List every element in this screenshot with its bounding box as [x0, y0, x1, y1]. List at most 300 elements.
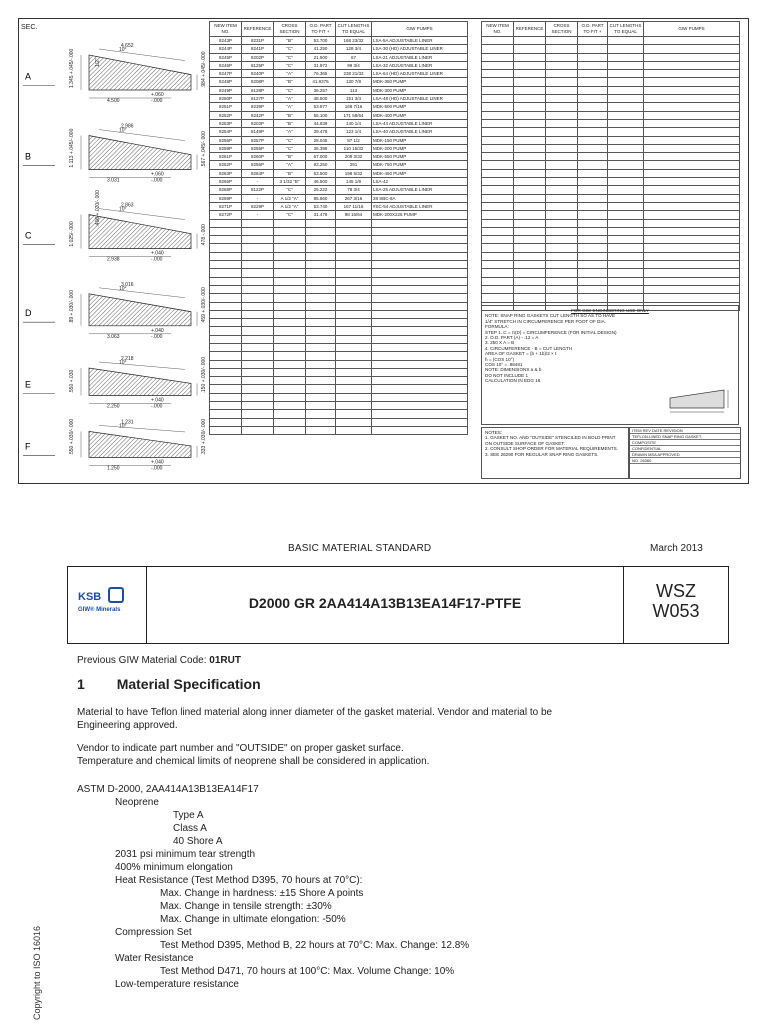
- table-cell: [608, 219, 644, 227]
- astm-spec: ASTM D-2000, 2AA414A13B13EA14F17: [77, 784, 259, 795]
- table-cell: LSA-48 (HD) ADJUSTABLE LINER: [372, 95, 468, 103]
- table-cell: [514, 252, 546, 260]
- table-cell: [514, 61, 546, 69]
- table-cell: [514, 86, 546, 94]
- dimension-text: .89 +.030/-.000: [69, 290, 75, 324]
- table-row: [210, 236, 468, 244]
- table-cell: [274, 327, 306, 335]
- table-cell: [482, 202, 514, 210]
- table-cell: [482, 178, 514, 186]
- dimension-text: .550 +.030: [69, 369, 75, 394]
- table-cell: [274, 426, 306, 434]
- table-cell: [242, 385, 274, 393]
- table-cell: [274, 393, 306, 401]
- table-row: [210, 285, 468, 293]
- table-cell: [514, 144, 546, 152]
- class-line: Class A: [173, 823, 207, 834]
- table-cell: "B": [274, 78, 306, 86]
- table-cell: [482, 236, 514, 244]
- table-cell: [336, 377, 372, 385]
- dimension-text: 10°: [119, 360, 127, 366]
- dimension-text: 3.031: [107, 177, 120, 184]
- table-cell: [644, 119, 740, 127]
- table-cell: [546, 211, 578, 219]
- table-cell: [546, 261, 578, 269]
- table-cell: [482, 285, 514, 293]
- water-resistance-line: Test Method D471, 70 hours at 100°C: Max. Volume Change: 10%: [160, 966, 455, 977]
- table-cell: [210, 343, 242, 351]
- table-cell: [210, 219, 242, 227]
- table-cell: [546, 45, 578, 53]
- table-row: [210, 343, 468, 351]
- dimension-text: 1.025/-.000: [69, 221, 75, 247]
- table-cell: [336, 402, 372, 410]
- table-cell: [306, 277, 336, 285]
- table-cell: [482, 269, 514, 277]
- ksb-logo: [78, 587, 124, 613]
- table-cell: 8243P: [210, 37, 242, 45]
- table-cell: [306, 360, 336, 368]
- table-cell: [546, 53, 578, 61]
- table-cell: [274, 227, 306, 235]
- section-letter: F: [25, 441, 31, 452]
- table-row: [210, 294, 468, 302]
- table-cell: 78 3/4: [336, 186, 372, 194]
- table-cell: [578, 178, 608, 186]
- water-resistance-label: Water Resistance: [115, 953, 194, 964]
- table-row: [482, 153, 740, 161]
- table-row: [210, 186, 468, 194]
- dimension-text: 10°: [119, 423, 127, 430]
- table-cell: 8255P: [242, 144, 274, 152]
- dimension-text: +.040: [151, 459, 164, 466]
- table-cell: [274, 335, 306, 343]
- table-cell: 8260P: [242, 153, 274, 161]
- table-cell: 67.000: [306, 153, 336, 161]
- table-cell: 8248P: [210, 78, 242, 86]
- table-cell: [546, 95, 578, 103]
- table-row: [482, 285, 740, 293]
- note-line: 2. CONSULT SHOP ORDER FOR MATERIAL REQUIREMENTS.: [485, 446, 618, 452]
- para1-line1: Material to have Teflon lined material along inner diameter of the gasket material. Vendor and material to be: [77, 707, 553, 718]
- table-cell: [306, 236, 336, 244]
- table-cell: [644, 186, 740, 194]
- section-c: [23, 190, 207, 263]
- table-cell: MDK-750 PUMP: [372, 161, 468, 169]
- table-cell: [482, 45, 514, 53]
- table-row: [210, 377, 468, 385]
- table-cell: [608, 136, 644, 144]
- table-cell: [578, 153, 608, 161]
- table-cell: [306, 377, 336, 385]
- table-cell: [644, 269, 740, 277]
- table-cell: [578, 53, 608, 61]
- table-cell: [372, 426, 468, 434]
- table-cell: 168 7/16: [336, 103, 372, 111]
- table-cell: [372, 360, 468, 368]
- table-cell: [546, 194, 578, 202]
- table-cell: [546, 161, 578, 169]
- table-cell: [644, 211, 740, 219]
- logo-cell: [68, 567, 147, 643]
- table-cell: 8202P: [242, 53, 274, 61]
- table-cell: MDK-200 PUMP: [372, 144, 468, 152]
- table-cell: [546, 61, 578, 69]
- code-line-1: WSZ: [656, 581, 696, 601]
- table-cell: [546, 236, 578, 244]
- table-row: [482, 95, 740, 103]
- dimension-text: 10°: [119, 206, 127, 213]
- table-cell: [644, 252, 740, 260]
- gasket-cross-section: [89, 294, 191, 326]
- table-cell: [644, 244, 740, 252]
- table-cell: 8263P: [210, 169, 242, 177]
- table-cell: [644, 236, 740, 244]
- previous-code-label: Previous GIW Material Code:: [77, 655, 210, 666]
- dimension-text: +.040: [151, 327, 164, 334]
- table-cell: [372, 327, 468, 335]
- table-row: [210, 261, 468, 269]
- formula-line: 3. 250 X A = B: [485, 340, 515, 346]
- table-cell: [336, 335, 372, 343]
- table-cell: 8253P: [210, 119, 242, 127]
- formula-line: FORMULA:: [485, 324, 509, 330]
- note-line: 1. GASKET NO. AND "OUTSIDE" STENCILED IN BOLD PRINT: [485, 435, 616, 441]
- table-cell: [514, 45, 546, 53]
- table-cell: [274, 302, 306, 310]
- table-cell: 55.100: [306, 111, 336, 119]
- table-row: [482, 194, 740, 202]
- table-cell: [306, 418, 336, 426]
- dimension-text: .150 +.030/-.000: [201, 356, 207, 394]
- table-cell: [372, 219, 468, 227]
- table-cell: 46.500: [306, 178, 336, 186]
- dimension-text: .333 +.030/-.000: [201, 418, 207, 456]
- table-cell: [306, 327, 336, 335]
- table-cell: [372, 418, 468, 426]
- table-cell: [336, 302, 372, 310]
- table-cell: [210, 352, 242, 360]
- table-cell: 8264P: [242, 169, 274, 177]
- table-cell: [336, 385, 372, 393]
- table-cell: 39.478: [306, 128, 336, 136]
- table-cell: 8125P: [242, 61, 274, 69]
- table-cell: [644, 103, 740, 111]
- table-cell: [578, 219, 608, 227]
- section-f: [23, 419, 207, 472]
- table-cell: [608, 95, 644, 103]
- table-cell: [514, 227, 546, 235]
- table-cell: [482, 169, 514, 177]
- table-row: [210, 269, 468, 277]
- table-cell: "B": [274, 119, 306, 127]
- table-cell: [210, 319, 242, 327]
- table-cell: [210, 402, 242, 410]
- formula-line: DO NOT INCLUDE 1: [485, 372, 529, 378]
- table-cell: [578, 95, 608, 103]
- formula-line: COS 10° = .98481: [485, 362, 523, 368]
- table-cell: 8244P: [210, 45, 242, 53]
- table-cell: 8257P: [242, 136, 274, 144]
- table-cell: [306, 252, 336, 260]
- table-cell: [608, 153, 644, 161]
- table-cell: [306, 402, 336, 410]
- table-cell: [546, 78, 578, 86]
- compression-set-line: Test Method D395, Method B, 22 hours at 70°C: Max. Change: 12.8%: [160, 940, 470, 951]
- table-cell: [482, 111, 514, 119]
- table-cell: 36.257: [306, 86, 336, 94]
- table-cell: [210, 269, 242, 277]
- table-cell: [608, 294, 644, 302]
- table-cell: 8268P: [210, 186, 242, 194]
- table-cell: [578, 103, 608, 111]
- table-cell: [242, 319, 274, 327]
- column-header: CUT LENGTHS TO EQUAL: [608, 22, 644, 37]
- table-cell: [372, 385, 468, 393]
- table-cell: [514, 186, 546, 194]
- section-letter: E: [25, 379, 32, 390]
- table-cell: 44.939: [306, 119, 336, 127]
- table-cell: [336, 393, 372, 401]
- table-cell: [608, 211, 644, 219]
- section-letter: A: [25, 71, 32, 82]
- table-row: [210, 202, 468, 210]
- gasket-cross-section: [89, 215, 191, 249]
- section-title: Material Specification: [116, 676, 261, 692]
- table-cell: 8122P: [242, 186, 274, 194]
- table-cell: [608, 61, 644, 69]
- column-header: CUT LENGTHS TO EQUAL: [336, 22, 372, 37]
- table-cell: [546, 244, 578, 252]
- notes-heading: NOTES:: [485, 430, 503, 435]
- table-cell: [482, 95, 514, 103]
- table-cell: [210, 377, 242, 385]
- title-block: [629, 427, 741, 479]
- table-cell: LSA-21 ADJUSTABLE LINER: [372, 53, 468, 61]
- table-cell: 63.500: [306, 169, 336, 177]
- table-cell: [306, 285, 336, 293]
- table-cell: [578, 136, 608, 144]
- table-row: [210, 111, 468, 119]
- formula-line: 4. CIRCUMFERENCE - B = CUT LENGTH: [485, 345, 573, 351]
- table-row: [210, 144, 468, 152]
- table-row: [210, 78, 468, 86]
- formula-heading: FOR GIW ENGINEERING USE ONLY: [571, 308, 649, 313]
- table-row: [210, 211, 468, 219]
- table-cell: [578, 261, 608, 269]
- table-cell: [514, 269, 546, 277]
- table-cell: [274, 360, 306, 368]
- formula-line: h = (COS 10°): [485, 356, 515, 362]
- dimension-text: 3.063: [107, 333, 120, 340]
- table-cell: [242, 236, 274, 244]
- section-letter: D: [25, 308, 32, 319]
- table-row: [210, 393, 468, 401]
- table-cell: [306, 426, 336, 434]
- table-cell: 28 SBC-8A: [372, 194, 468, 202]
- table-cell: A 1/2 "A": [274, 202, 306, 210]
- table-cell: [210, 252, 242, 260]
- dimension-text: +.040: [151, 250, 164, 257]
- dimension-text: .550 +.030/-.000: [69, 418, 75, 456]
- titleblock-row: COMPOSITE: [630, 440, 740, 446]
- table-cell: "C": [274, 144, 306, 152]
- table-row: [210, 103, 468, 111]
- table-cell: [546, 252, 578, 260]
- dimension-line: [99, 425, 185, 432]
- table-cell: 41.250: [306, 45, 336, 53]
- table-cell: [242, 310, 274, 318]
- table-cell: [514, 119, 546, 127]
- dimension-text: +.040: [151, 397, 164, 404]
- table-cell: [336, 261, 372, 269]
- formula-lines: [485, 313, 735, 383]
- table-cell: [578, 144, 608, 152]
- table-cell: [482, 136, 514, 144]
- table-cell: [336, 277, 372, 285]
- table-cell: [210, 327, 242, 335]
- table-cell: [546, 269, 578, 277]
- table-row: [210, 227, 468, 235]
- table-cell: [608, 103, 644, 111]
- table-row: [210, 360, 468, 368]
- gasket-cross-section: [89, 136, 191, 170]
- table-cell: [482, 294, 514, 302]
- table-cell: [482, 261, 514, 269]
- table-cell: 8262P: [210, 161, 242, 169]
- table-cell: 145 1/8: [336, 178, 372, 186]
- table-row: [210, 368, 468, 376]
- compression-set-label: Compression Set: [115, 927, 192, 938]
- table-cell: [242, 277, 274, 285]
- table-cell: 171 59/64: [336, 111, 372, 119]
- formula-line: 2. O.D. PART (A) - .12 = A: [485, 335, 539, 341]
- dimension-text: 2.863: [121, 202, 134, 209]
- table-cell: [514, 294, 546, 302]
- table-cell: 31.478: [306, 211, 336, 219]
- formula-line: AREA OF GASKET = (b + 1b)/2 × t: [485, 351, 557, 357]
- low-temp-label: Low-temperature resistance: [115, 979, 239, 990]
- table-cell: MDK-150 PUMP: [372, 136, 468, 144]
- table-row: [210, 426, 468, 434]
- section-heading: [77, 678, 261, 691]
- table-cell: [514, 128, 546, 136]
- code-line-2: W053: [652, 601, 700, 621]
- header-box: [67, 566, 729, 644]
- table-cell: [578, 61, 608, 69]
- heat-resistance-line: Heat Resistance (Test Method D395, 70 hours at 70°C):: [115, 875, 363, 886]
- table-cell: [306, 261, 336, 269]
- table-cell: LSA-5A ADJUSTABLE LINER: [372, 37, 468, 45]
- engineering-formula-box: [481, 305, 739, 425]
- table-row: [210, 310, 468, 318]
- table-row: [210, 37, 468, 45]
- table-cell: [514, 211, 546, 219]
- dimension-text: 10°: [119, 47, 127, 53]
- table-cell: [644, 153, 740, 161]
- table-cell: 8266P: [210, 178, 242, 186]
- gasket-table-right: [481, 21, 740, 311]
- table-cell: LSA-64 (HD) ADJUSTABLE LINER: [372, 70, 468, 78]
- table-row: [482, 161, 740, 169]
- table-cell: 48.500: [306, 95, 336, 103]
- table-cell: [546, 178, 578, 186]
- table-cell: [372, 236, 468, 244]
- table-cell: [306, 244, 336, 252]
- table-cell: [242, 327, 274, 335]
- dimension-text: 1.113 +.045/-.000: [69, 128, 75, 168]
- table-cell: [274, 352, 306, 360]
- table-row: [210, 128, 468, 136]
- table-row: [210, 70, 468, 78]
- table-cell: [482, 144, 514, 152]
- table-cell: [578, 211, 608, 219]
- table-cell: 110 15/32: [336, 144, 372, 152]
- table-cell: [336, 227, 372, 235]
- table-cell: 8208P: [242, 78, 274, 86]
- note-line: 3. SEE 26290 FOR REGULAR SNAP RING GASKETS.: [485, 451, 599, 457]
- table-cell: 291: [336, 161, 372, 169]
- table-cell: 8239P: [242, 103, 274, 111]
- table-cell: [210, 385, 242, 393]
- dimension-text: -.000: [151, 98, 163, 104]
- table-cell: [242, 360, 274, 368]
- table-header-row: [210, 22, 468, 37]
- table-cell: [546, 186, 578, 194]
- notes-lines: [485, 435, 625, 457]
- table-cell: [644, 37, 740, 45]
- table-cell: [546, 37, 578, 45]
- table-row: [482, 269, 740, 277]
- table-cell: 8252P: [210, 111, 242, 119]
- table-cell: [644, 202, 740, 210]
- table-cell: [210, 285, 242, 293]
- gasket-cross-section: [89, 431, 191, 457]
- table-cell: [372, 252, 468, 260]
- table-cell: 99 3/4: [336, 61, 372, 69]
- table-cell: 8242P: [242, 111, 274, 119]
- table-cell: 123 1/4: [336, 128, 372, 136]
- table-cell: [306, 368, 336, 376]
- table-cell: [336, 285, 372, 293]
- table-cell: [514, 103, 546, 111]
- table-cell: [608, 236, 644, 244]
- table-cell: [578, 119, 608, 127]
- table-cell: 8247P: [210, 70, 242, 78]
- column-header: REFERENCE: [514, 22, 546, 37]
- table-cell: [546, 70, 578, 78]
- dimension-line: [99, 49, 185, 61]
- table-cell: 8241P: [242, 45, 274, 53]
- table-cell: [644, 144, 740, 152]
- table-cell: [608, 70, 644, 78]
- table-cell: [608, 285, 644, 293]
- table-cell: 8245P: [210, 53, 242, 61]
- table-cell: [210, 277, 242, 285]
- table-cell: [372, 302, 468, 310]
- table-cell: #SC-54 ADJUSTABLE LINER: [372, 202, 468, 210]
- table-cell: [210, 418, 242, 426]
- table-cell: [644, 111, 740, 119]
- column-header: NEW ITEM NO.: [210, 22, 242, 37]
- table-cell: [578, 161, 608, 169]
- table-cell: [514, 261, 546, 269]
- table-cell: [608, 194, 644, 202]
- table-cell: [306, 410, 336, 418]
- table-cell: [608, 161, 644, 169]
- table-cell: [546, 111, 578, 119]
- heat-hardness-line: Max. Change in hardness: ±15 Shore A points: [160, 888, 364, 899]
